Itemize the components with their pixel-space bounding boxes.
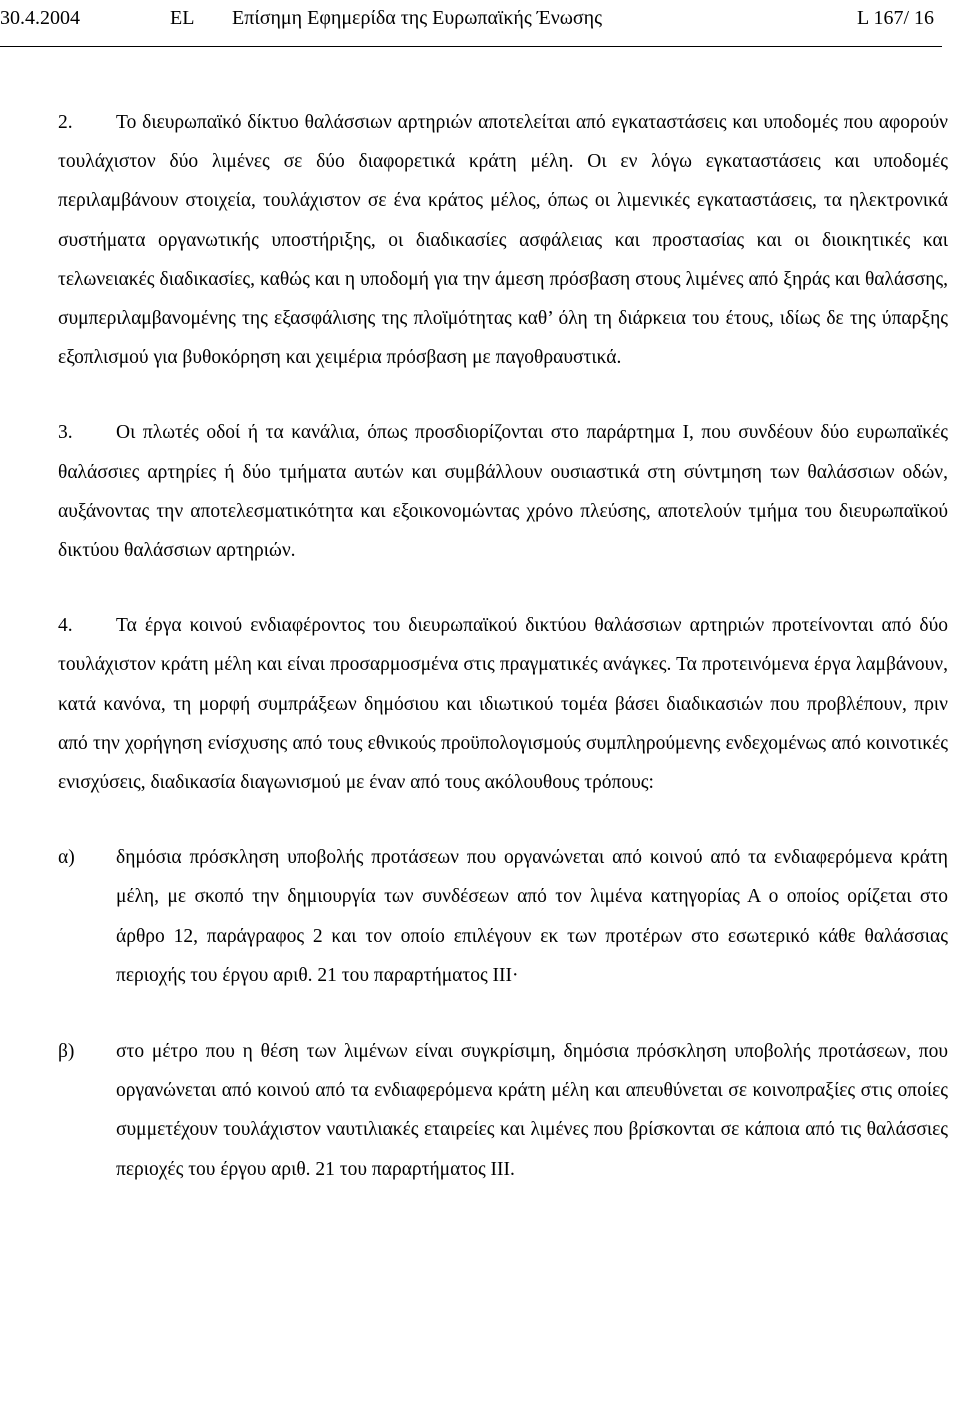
list-item-marker: β) <box>58 1041 75 1063</box>
paragraph-2 <box>58 103 948 377</box>
paragraph-number: 3. <box>58 422 73 444</box>
paragraph-text: Το διευρωπαϊκό δίκτυο θαλάσσιων αρτηριών αποτελείται από εγκαταστάσεις και υποδομές που αφορούν τουλάχιστον δύο λιμένες σε δύο διαφορετικά κράτη μέλη. Οι εν λόγω εγκαταστάσεις και υποδομές περιλαμβάνουν στοιχεία, τουλάχιστον σε ένα κράτος μέλος, όπως οι λιμενικές εγκαταστάσεις, τα ηλεκτρονικά συστήματα οργανωτικής υποστήριξης, οι διαδικασίες ασφάλειας και προστασίας και οι διοικητικές και τελωνειακές διαδικασίες, καθώς και η υποδομή για την άμεση πρόσβαση στους λιμένες από ξηράς και θαλάσσης, συμπεριλαμβανομένης της εξασφάλισης της πλοϊμότητας καθ’ όλη τη διάρκεια του έτους, ιδίως δε της ύπαρξης εξοπλισμού για βυθοκόρηση και χειμέρια πρόσβαση με παγοθραυστικά. <box>58 112 948 369</box>
header-date: 30.4.2004 <box>0 7 80 29</box>
header-page-number: L 167/ 16 <box>857 7 935 29</box>
header-divider <box>0 46 942 47</box>
page-header <box>0 0 960 40</box>
list-item-text: στο μέτρο που η θέση των λιμένων είναι συγκρίσιμη, δημόσια πρόσκληση υποβολής προτάσεων, που οργανώνεται από κοινού από τα ενδιαφερόμενα κράτη μέλη και απευθύνεται σε κοινοπραξίες στις οποίες συμμετέχουν τουλάχιστον ναυτιλιακές εταιρείες και λιμένες που βρίσκονται σε κάποια από τις θαλάσσιες περιοχές του έργου αριθ. 21 του παραρτήματος III. <box>116 1041 948 1180</box>
header-journal-title: Επίσημη Εφημερίδα της Ευρωπαϊκής Ένωσης <box>232 7 603 29</box>
paragraph-3 <box>58 413 948 570</box>
list-item-b <box>58 1032 948 1189</box>
list-item-marker: α) <box>58 847 75 869</box>
list-item-text: δημόσια πρόσκληση υποβολής προτάσεων που οργανώνεται από κοινού από τα ενδιαφερόμενα κράτη μέλη, με σκοπό την δημιουργία των συνδέσεων από τον λιμένα κατηγορίας Α ο οποίος ορίζεται στο άρθρο 12, παράγραφος 2 και τον οποίο επιλέγουν εκ των προτέρων στο εσωτερικό κάθε θαλάσσιας περιοχής του έργου αριθ. 21 του παραρτήματος III· <box>116 847 948 986</box>
list-item-a <box>58 838 948 995</box>
paragraph-number: 4. <box>58 615 73 637</box>
header-language: EL <box>170 7 195 29</box>
paragraph-text: Οι πλωτές οδοί ή τα κανάλια, όπως προσδιορίζονται στο παράρτημα I, που συνδέουν δύο ευρωπαϊκές θαλάσσιες αρτηρίες ή δύο τμήματα αυτών και συμβάλλουν ουσιαστικά στη σύντμηση των θαλάσσιων οδών, αυξάνοντας την αποτελεσματικότητα και εξοικονομώντας χρόνο πλεύσης, αποτελούν τμήμα του διευρωπαϊκού δικτύου θαλάσσιων αρτηριών. <box>58 422 948 562</box>
paragraph-text: Τα έργα κοινού ενδιαφέροντος του διευρωπαϊκού δικτύου θαλάσσιων αρτηριών προτείνονται από δύο τουλάχιστον κράτη μέλη και είναι προσαρμοσμένα στις πραγματικές ανάγκες. Τα προτεινόμενα έργα λαμβάνουν, κατά κανόνα, τη μορφή συμπράξεων δημόσιου και ιδιωτικού τομέα βάσει διαδικασιών που προβλέπουν, πριν από την χορήγηση ενίσχυσης από τους εθνικούς προϋπολογισμούς συμπληρούμενης ενδεχομένως από κοινοτικές ενισχύσεις, διαδικασία διαγωνισμού με έναν από τους ακόλουθους τρόπους: <box>58 615 948 794</box>
paragraph-4 <box>58 606 948 802</box>
document-body <box>58 103 948 1226</box>
paragraph-number: 2. <box>58 112 73 133</box>
